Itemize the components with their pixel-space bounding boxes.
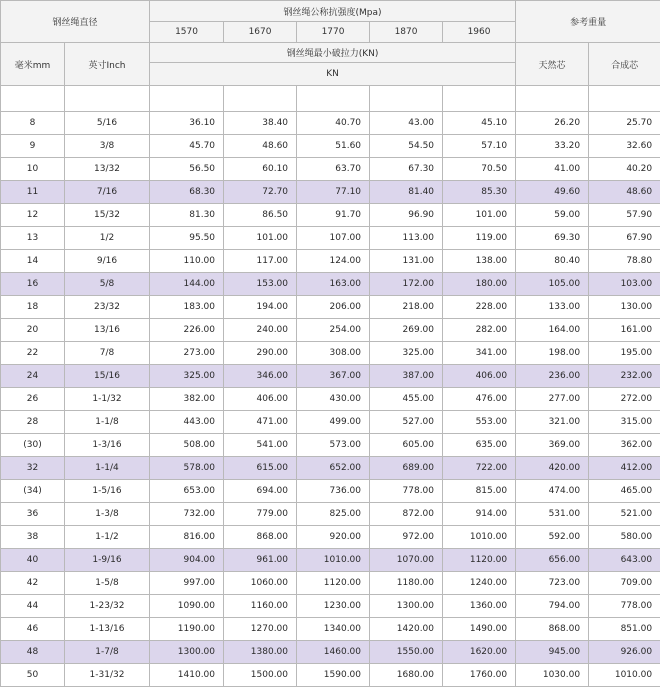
force-1570-cell: 653.00	[150, 480, 224, 503]
force-1570-cell: 81.30	[150, 204, 224, 227]
natural-core-weight-cell: 1030.00	[516, 664, 589, 687]
table-row	[1, 434, 660, 457]
spacer-cell	[1, 86, 65, 112]
force-1770-cell: 254.00	[297, 319, 370, 342]
force-1570-cell: 508.00	[150, 434, 224, 457]
mm-cell: 13	[1, 227, 65, 250]
force-1570-cell: 68.30	[150, 181, 224, 204]
mm-cell: 9	[1, 135, 65, 158]
force-1770-cell: 367.00	[297, 365, 370, 388]
inch-cell: 3/8	[65, 135, 150, 158]
force-1570-cell: 732.00	[150, 503, 224, 526]
mm-cell: 28	[1, 411, 65, 434]
force-1570-cell: 273.00	[150, 342, 224, 365]
table-row	[1, 664, 660, 687]
force-1570-cell: 45.70	[150, 135, 224, 158]
mm-cell: 38	[1, 526, 65, 549]
mm-cell: 22	[1, 342, 65, 365]
natural-core-weight-cell: 531.00	[516, 503, 589, 526]
force-1570-cell: 1190.00	[150, 618, 224, 641]
strength-header: 钢丝绳公称抗强度(Mpa)	[150, 1, 516, 22]
force-1870-cell: 96.90	[370, 204, 443, 227]
force-1960-cell: 1120.00	[443, 549, 516, 572]
table-row	[1, 342, 660, 365]
synthetic-core-weight-cell: 32.60	[589, 135, 660, 158]
synthetic-core-weight-cell: 778.00	[589, 595, 660, 618]
force-1770-cell: 51.60	[297, 135, 370, 158]
table-row	[1, 641, 660, 664]
table-row	[1, 296, 660, 319]
table-row	[1, 204, 660, 227]
synthetic-core-weight-cell: 521.00	[589, 503, 660, 526]
mm-cell: 10	[1, 158, 65, 181]
force-1870-cell: 131.00	[370, 250, 443, 273]
force-1670-cell: 86.50	[224, 204, 297, 227]
grade-1770-header: 1770	[297, 22, 370, 43]
grade-1870-header: 1870	[370, 22, 443, 43]
spacer-cell	[224, 86, 297, 112]
force-1770-cell: 1010.00	[297, 549, 370, 572]
synthetic-core-weight-cell: 465.00	[589, 480, 660, 503]
natural-core-weight-cell: 794.00	[516, 595, 589, 618]
force-1670-cell: 194.00	[224, 296, 297, 319]
force-1960-cell: 553.00	[443, 411, 516, 434]
force-1670-cell: 694.00	[224, 480, 297, 503]
natural-core-weight-cell: 198.00	[516, 342, 589, 365]
force-1960-cell: 722.00	[443, 457, 516, 480]
synthetic-core-weight-cell: 57.90	[589, 204, 660, 227]
spacer-cell	[443, 86, 516, 112]
force-1960-cell: 341.00	[443, 342, 516, 365]
force-1670-cell: 60.10	[224, 158, 297, 181]
force-1960-cell: 476.00	[443, 388, 516, 411]
inch-cell: 9/16	[65, 250, 150, 273]
force-1960-cell: 406.00	[443, 365, 516, 388]
force-1570-cell: 95.50	[150, 227, 224, 250]
force-1770-cell: 91.70	[297, 204, 370, 227]
inch-cell: 7/8	[65, 342, 150, 365]
mm-header: 毫米mm	[1, 43, 65, 86]
force-1870-cell: 113.00	[370, 227, 443, 250]
spacer-cell	[150, 86, 224, 112]
synthetic-core-weight-cell: 48.60	[589, 181, 660, 204]
force-1960-cell: 914.00	[443, 503, 516, 526]
mm-cell: 40	[1, 549, 65, 572]
mm-cell: 32	[1, 457, 65, 480]
force-1770-cell: 920.00	[297, 526, 370, 549]
unit-header: KN	[150, 63, 516, 86]
force-1960-cell: 1240.00	[443, 572, 516, 595]
synthetic-core-weight-cell: 412.00	[589, 457, 660, 480]
force-1770-cell: 736.00	[297, 480, 370, 503]
mm-cell: 48	[1, 641, 65, 664]
mm-cell: 16	[1, 273, 65, 296]
force-1570-cell: 382.00	[150, 388, 224, 411]
force-1670-cell: 406.00	[224, 388, 297, 411]
synthetic-core-weight-cell: 232.00	[589, 365, 660, 388]
force-1960-cell: 85.30	[443, 181, 516, 204]
force-1570-cell: 997.00	[150, 572, 224, 595]
inch-cell: 5/16	[65, 112, 150, 135]
force-1670-cell: 72.70	[224, 181, 297, 204]
force-1670-cell: 240.00	[224, 319, 297, 342]
force-1960-cell: 1010.00	[443, 526, 516, 549]
force-1570-cell: 56.50	[150, 158, 224, 181]
force-1960-cell: 138.00	[443, 250, 516, 273]
weight-header: 参考重量	[516, 1, 660, 43]
grade-1670-header: 1670	[224, 22, 297, 43]
force-1670-cell: 779.00	[224, 503, 297, 526]
force-1570-cell: 1300.00	[150, 641, 224, 664]
synthetic-core-weight-cell: 161.00	[589, 319, 660, 342]
table-row	[1, 112, 660, 135]
force-1770-cell: 499.00	[297, 411, 370, 434]
force-1670-cell: 1500.00	[224, 664, 297, 687]
force-1960-cell: 282.00	[443, 319, 516, 342]
mm-cell: 50	[1, 664, 65, 687]
natural-core-weight-cell: 49.60	[516, 181, 589, 204]
force-1770-cell: 430.00	[297, 388, 370, 411]
force-1570-cell: 36.10	[150, 112, 224, 135]
synthetic-core-weight-cell: 709.00	[589, 572, 660, 595]
spacer-cell	[297, 86, 370, 112]
force-1870-cell: 67.30	[370, 158, 443, 181]
force-1870-cell: 689.00	[370, 457, 443, 480]
force-1570-cell: 578.00	[150, 457, 224, 480]
spacer-cell	[370, 86, 443, 112]
synthetic-core-weight-cell: 926.00	[589, 641, 660, 664]
force-1960-cell: 57.10	[443, 135, 516, 158]
natural-core-weight-cell: 420.00	[516, 457, 589, 480]
force-1960-cell: 228.00	[443, 296, 516, 319]
spacer-cell	[589, 86, 660, 112]
force-1670-cell: 101.00	[224, 227, 297, 250]
force-1770-cell: 107.00	[297, 227, 370, 250]
spacer-cell	[516, 86, 589, 112]
table-body	[1, 112, 660, 687]
force-1870-cell: 1550.00	[370, 641, 443, 664]
natural-core-weight-cell: 236.00	[516, 365, 589, 388]
synthetic-core-weight-cell: 272.00	[589, 388, 660, 411]
force-1770-cell: 77.10	[297, 181, 370, 204]
force-1870-cell: 325.00	[370, 342, 443, 365]
inch-cell: 1-1/2	[65, 526, 150, 549]
natural-core-header: 天然芯	[516, 43, 589, 86]
inch-cell: 1-3/8	[65, 503, 150, 526]
force-1570-cell: 110.00	[150, 250, 224, 273]
diameter-header: 钢丝绳直径	[1, 1, 150, 43]
synthetic-core-weight-cell: 78.80	[589, 250, 660, 273]
natural-core-weight-cell: 59.00	[516, 204, 589, 227]
synthetic-core-weight-cell: 643.00	[589, 549, 660, 572]
force-1770-cell: 40.70	[297, 112, 370, 135]
table-header	[1, 1, 660, 86]
mm-cell: 12	[1, 204, 65, 227]
force-1870-cell: 172.00	[370, 273, 443, 296]
force-1870-cell: 54.50	[370, 135, 443, 158]
force-1670-cell: 153.00	[224, 273, 297, 296]
force-1570-cell: 904.00	[150, 549, 224, 572]
table-row	[1, 572, 660, 595]
inch-cell: 1-1/8	[65, 411, 150, 434]
natural-core-weight-cell: 80.40	[516, 250, 589, 273]
force-1570-cell: 816.00	[150, 526, 224, 549]
natural-core-weight-cell: 69.30	[516, 227, 589, 250]
inch-cell: 1-7/8	[65, 641, 150, 664]
force-1870-cell: 455.00	[370, 388, 443, 411]
force-1870-cell: 387.00	[370, 365, 443, 388]
force-1670-cell: 541.00	[224, 434, 297, 457]
natural-core-weight-cell: 277.00	[516, 388, 589, 411]
force-1870-cell: 1180.00	[370, 572, 443, 595]
table-row	[1, 250, 660, 273]
inch-cell: 1-5/8	[65, 572, 150, 595]
inch-cell: 1-1/32	[65, 388, 150, 411]
mm-cell: 20	[1, 319, 65, 342]
table-row	[1, 503, 660, 526]
grade-1960-header: 1960	[443, 22, 516, 43]
table-row	[1, 526, 660, 549]
inch-cell: 15/16	[65, 365, 150, 388]
synthetic-core-weight-cell: 362.00	[589, 434, 660, 457]
force-1670-cell: 471.00	[224, 411, 297, 434]
force-1960-cell: 635.00	[443, 434, 516, 457]
mm-cell: 46	[1, 618, 65, 641]
inch-cell: 13/32	[65, 158, 150, 181]
force-1670-cell: 117.00	[224, 250, 297, 273]
mm-cell: 18	[1, 296, 65, 319]
natural-core-weight-cell: 26.20	[516, 112, 589, 135]
force-1960-cell: 119.00	[443, 227, 516, 250]
natural-core-weight-cell: 133.00	[516, 296, 589, 319]
synthetic-core-weight-cell: 40.20	[589, 158, 660, 181]
table-row	[1, 480, 660, 503]
table-row	[1, 618, 660, 641]
header-spacer	[1, 86, 660, 112]
force-1870-cell: 605.00	[370, 434, 443, 457]
force-1870-cell: 81.40	[370, 181, 443, 204]
synthetic-core-weight-cell: 851.00	[589, 618, 660, 641]
force-1870-cell: 43.00	[370, 112, 443, 135]
force-1870-cell: 269.00	[370, 319, 443, 342]
natural-core-weight-cell: 723.00	[516, 572, 589, 595]
force-1770-cell: 1120.00	[297, 572, 370, 595]
force-1770-cell: 1460.00	[297, 641, 370, 664]
mm-cell: 36	[1, 503, 65, 526]
force-1770-cell: 1340.00	[297, 618, 370, 641]
force-1960-cell: 45.10	[443, 112, 516, 135]
natural-core-weight-cell: 33.20	[516, 135, 589, 158]
force-1770-cell: 825.00	[297, 503, 370, 526]
force-1870-cell: 1300.00	[370, 595, 443, 618]
natural-core-weight-cell: 105.00	[516, 273, 589, 296]
force-1670-cell: 961.00	[224, 549, 297, 572]
inch-cell: 1-9/16	[65, 549, 150, 572]
mm-cell: 26	[1, 388, 65, 411]
force-1870-cell: 1420.00	[370, 618, 443, 641]
inch-cell: 5/8	[65, 273, 150, 296]
inch-cell: 1-31/32	[65, 664, 150, 687]
force-1870-cell: 218.00	[370, 296, 443, 319]
inch-cell: 7/16	[65, 181, 150, 204]
synthetic-core-weight-cell: 315.00	[589, 411, 660, 434]
force-1770-cell: 308.00	[297, 342, 370, 365]
force-1670-cell: 868.00	[224, 526, 297, 549]
mm-cell: 8	[1, 112, 65, 135]
force-1960-cell: 815.00	[443, 480, 516, 503]
natural-core-weight-cell: 592.00	[516, 526, 589, 549]
force-1570-cell: 1090.00	[150, 595, 224, 618]
force-1670-cell: 615.00	[224, 457, 297, 480]
inch-cell: 13/16	[65, 319, 150, 342]
force-1670-cell: 290.00	[224, 342, 297, 365]
force-1570-cell: 325.00	[150, 365, 224, 388]
table-row	[1, 158, 660, 181]
table-row	[1, 457, 660, 480]
natural-core-weight-cell: 369.00	[516, 434, 589, 457]
force-1770-cell: 63.70	[297, 158, 370, 181]
inch-header: 英寸Inch	[65, 43, 150, 86]
force-1870-cell: 872.00	[370, 503, 443, 526]
force-1960-cell: 101.00	[443, 204, 516, 227]
force-1570-cell: 443.00	[150, 411, 224, 434]
force-1670-cell: 38.40	[224, 112, 297, 135]
inch-cell: 1-13/16	[65, 618, 150, 641]
force-1770-cell: 1590.00	[297, 664, 370, 687]
force-1770-cell: 652.00	[297, 457, 370, 480]
force-1770-cell: 1230.00	[297, 595, 370, 618]
force-1770-cell: 124.00	[297, 250, 370, 273]
force-1960-cell: 1620.00	[443, 641, 516, 664]
force-1960-cell: 180.00	[443, 273, 516, 296]
force-1870-cell: 527.00	[370, 411, 443, 434]
table-row	[1, 365, 660, 388]
force-1770-cell: 163.00	[297, 273, 370, 296]
synthetic-core-weight-cell: 580.00	[589, 526, 660, 549]
synthetic-core-weight-cell: 103.00	[589, 273, 660, 296]
natural-core-weight-cell: 41.00	[516, 158, 589, 181]
mm-cell: 24	[1, 365, 65, 388]
force-1960-cell: 1490.00	[443, 618, 516, 641]
table-row	[1, 135, 660, 158]
force-1570-cell: 144.00	[150, 273, 224, 296]
inch-cell: 1-23/32	[65, 595, 150, 618]
force-1670-cell: 346.00	[224, 365, 297, 388]
force-1870-cell: 1680.00	[370, 664, 443, 687]
force-1770-cell: 206.00	[297, 296, 370, 319]
synthetic-core-weight-cell: 130.00	[589, 296, 660, 319]
force-1670-cell: 1160.00	[224, 595, 297, 618]
force-1870-cell: 778.00	[370, 480, 443, 503]
natural-core-weight-cell: 164.00	[516, 319, 589, 342]
force-1670-cell: 1270.00	[224, 618, 297, 641]
inch-cell: 1-5/16	[65, 480, 150, 503]
force-1870-cell: 1070.00	[370, 549, 443, 572]
natural-core-weight-cell: 656.00	[516, 549, 589, 572]
mm-cell: (30)	[1, 434, 65, 457]
spacer-cell	[65, 86, 150, 112]
synthetic-core-weight-cell: 25.70	[589, 112, 660, 135]
force-1670-cell: 48.60	[224, 135, 297, 158]
synthetic-core-weight-cell: 1010.00	[589, 664, 660, 687]
table-row	[1, 181, 660, 204]
mm-cell: 44	[1, 595, 65, 618]
table-row	[1, 319, 660, 342]
mm-cell: 14	[1, 250, 65, 273]
force-1960-cell: 70.50	[443, 158, 516, 181]
mm-cell: 42	[1, 572, 65, 595]
grade-1570-header: 1570	[150, 22, 224, 43]
inch-cell: 1-1/4	[65, 457, 150, 480]
table-row	[1, 227, 660, 250]
table-row	[1, 388, 660, 411]
inch-cell: 1/2	[65, 227, 150, 250]
table-row	[1, 595, 660, 618]
table-row	[1, 273, 660, 296]
mm-cell: (34)	[1, 480, 65, 503]
natural-core-weight-cell: 868.00	[516, 618, 589, 641]
inch-cell: 1-3/16	[65, 434, 150, 457]
synthetic-core-header: 合成芯	[589, 43, 660, 86]
force-1670-cell: 1380.00	[224, 641, 297, 664]
table-row	[1, 411, 660, 434]
force-1870-cell: 972.00	[370, 526, 443, 549]
force-1570-cell: 226.00	[150, 319, 224, 342]
inch-cell: 15/32	[65, 204, 150, 227]
force-1770-cell: 573.00	[297, 434, 370, 457]
mm-cell: 11	[1, 181, 65, 204]
synthetic-core-weight-cell: 195.00	[589, 342, 660, 365]
force-1570-cell: 1410.00	[150, 664, 224, 687]
force-1670-cell: 1060.00	[224, 572, 297, 595]
natural-core-weight-cell: 321.00	[516, 411, 589, 434]
natural-core-weight-cell: 945.00	[516, 641, 589, 664]
force-1570-cell: 183.00	[150, 296, 224, 319]
inch-cell: 23/32	[65, 296, 150, 319]
breaking-force-header: 钢丝绳最小破拉力(KN)	[150, 43, 516, 63]
synthetic-core-weight-cell: 67.90	[589, 227, 660, 250]
force-1960-cell: 1760.00	[443, 664, 516, 687]
table-row	[1, 549, 660, 572]
force-1960-cell: 1360.00	[443, 595, 516, 618]
natural-core-weight-cell: 474.00	[516, 480, 589, 503]
